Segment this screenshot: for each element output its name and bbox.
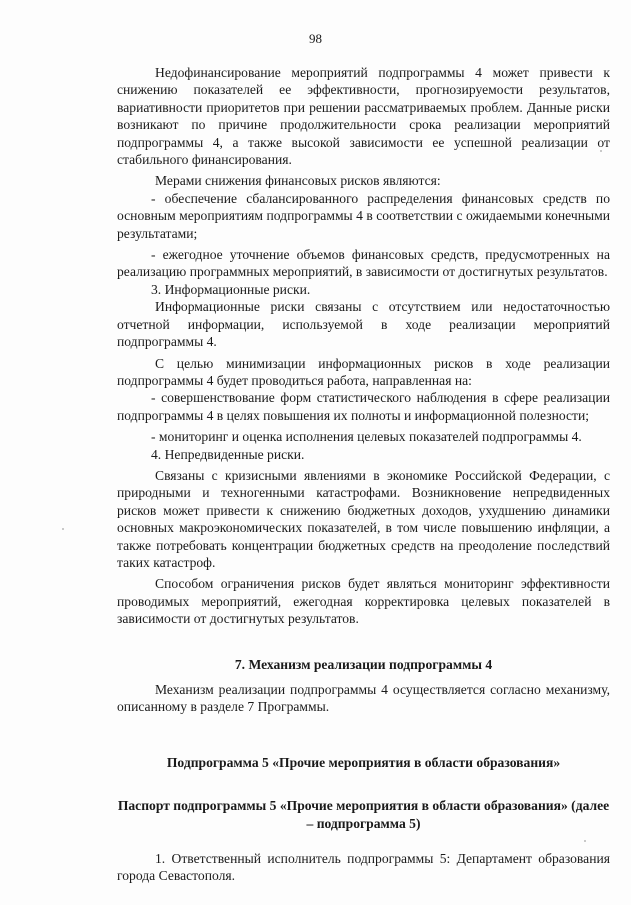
paragraph-unforeseen-risks: Связаны с кризисными явлениями в экономике Российской Федерации, с природными и техногенными катастрофами. Возникновение непредвиденных рисков может привести к снижению бюджетных доходов, ухудшению динамики основных макроэкономических показателей, в том числе повышению инфляции, а также потребовать концентрации бюджетных средств на преодоление последствий таких катастроф.	[117, 467, 610, 570]
paragraph-underfunding: Недофинансирование мероприятий подпрограммы 4 может привести к снижению показателей ее эффективности, прогнозируемости результатов, вариативности приоритетов при решении рассматриваемых проблем. Данные риски возникают по причине продолжительности срока реализации мероприятий подпрограммы 4, а также высокой зависимости ее успешной реализации от стабильного финансирования.	[117, 65, 610, 168]
paragraph-mechanism: Механизм реализации подпрограммы 4 осуществляется согласно механизму, описанному в разделе 7 Программы.	[117, 682, 610, 715]
paragraph-risk-limitation: Способом ограничения рисков будет являться мониторинг эффективности проводимых мероприятий, ежегодная корректировка целевых показателей в зависимости от достигнутых результатов.	[117, 576, 610, 627]
list-item-annual-refinement: - ежегодное уточнение объемов финансовых средств, предусмотренных на реализацию программных мероприятий, в зависимости от достигнутых результатов.	[117, 247, 610, 280]
paragraph-information-risks: Информационные риски связаны с отсутствием или недостаточностью отчетной информации, используемой в ходе реализации мероприятий подпрограммы 4.	[117, 299, 610, 350]
scan-speck	[600, 150, 602, 152]
section-information-risks-title: 3. Информационные риски.	[151, 281, 311, 297]
scan-speck	[584, 840, 586, 842]
paragraph-responsible-executor: 1. Ответственный исполнитель подпрограммы 5: Департамент образования города Севастополя.	[117, 851, 610, 884]
page-number: 98	[309, 31, 322, 46]
list-item-monitoring: - мониторинг и оценка исполнения целевых показателей подпрограммы 4.	[151, 429, 582, 445]
scan-speck	[62, 528, 64, 530]
section-heading-mechanism: 7. Механизм реализации подпрограммы 4	[234, 656, 493, 672]
list-item-statistical-improvement: - совершенствование форм статистического наблюдения в сфере реализации подпрограммы 4 в целях повышения их полноты и информационной полезности;	[117, 390, 610, 423]
paragraph-information-risk-minimization: С целью минимизации информационных рисков в ходе реализации подпрограммы 4 будет проводиться работа, направленная на:	[117, 355, 610, 388]
section-unforeseen-risks-title: 4. Непредвиденные риски.	[151, 446, 305, 462]
subprogram-5-passport-heading: Паспорт подпрограммы 5 «Прочие мероприятия в области образования» (далее – подпрограмма 5)	[117, 798, 610, 831]
document-body	[117, 64, 610, 885]
paragraph-financial-measures-intro: Мерами снижения финансовых рисков являются:	[155, 173, 441, 189]
list-item-balanced-distribution: - обеспечение сбалансированного распределения финансовых средств по основным мероприятиям подпрограммы 4 в соответствии с ожидаемыми конечными результатами;	[117, 190, 610, 241]
subprogram-5-heading: Подпрограмма 5 «Прочие мероприятия в области образования»	[166, 754, 561, 770]
